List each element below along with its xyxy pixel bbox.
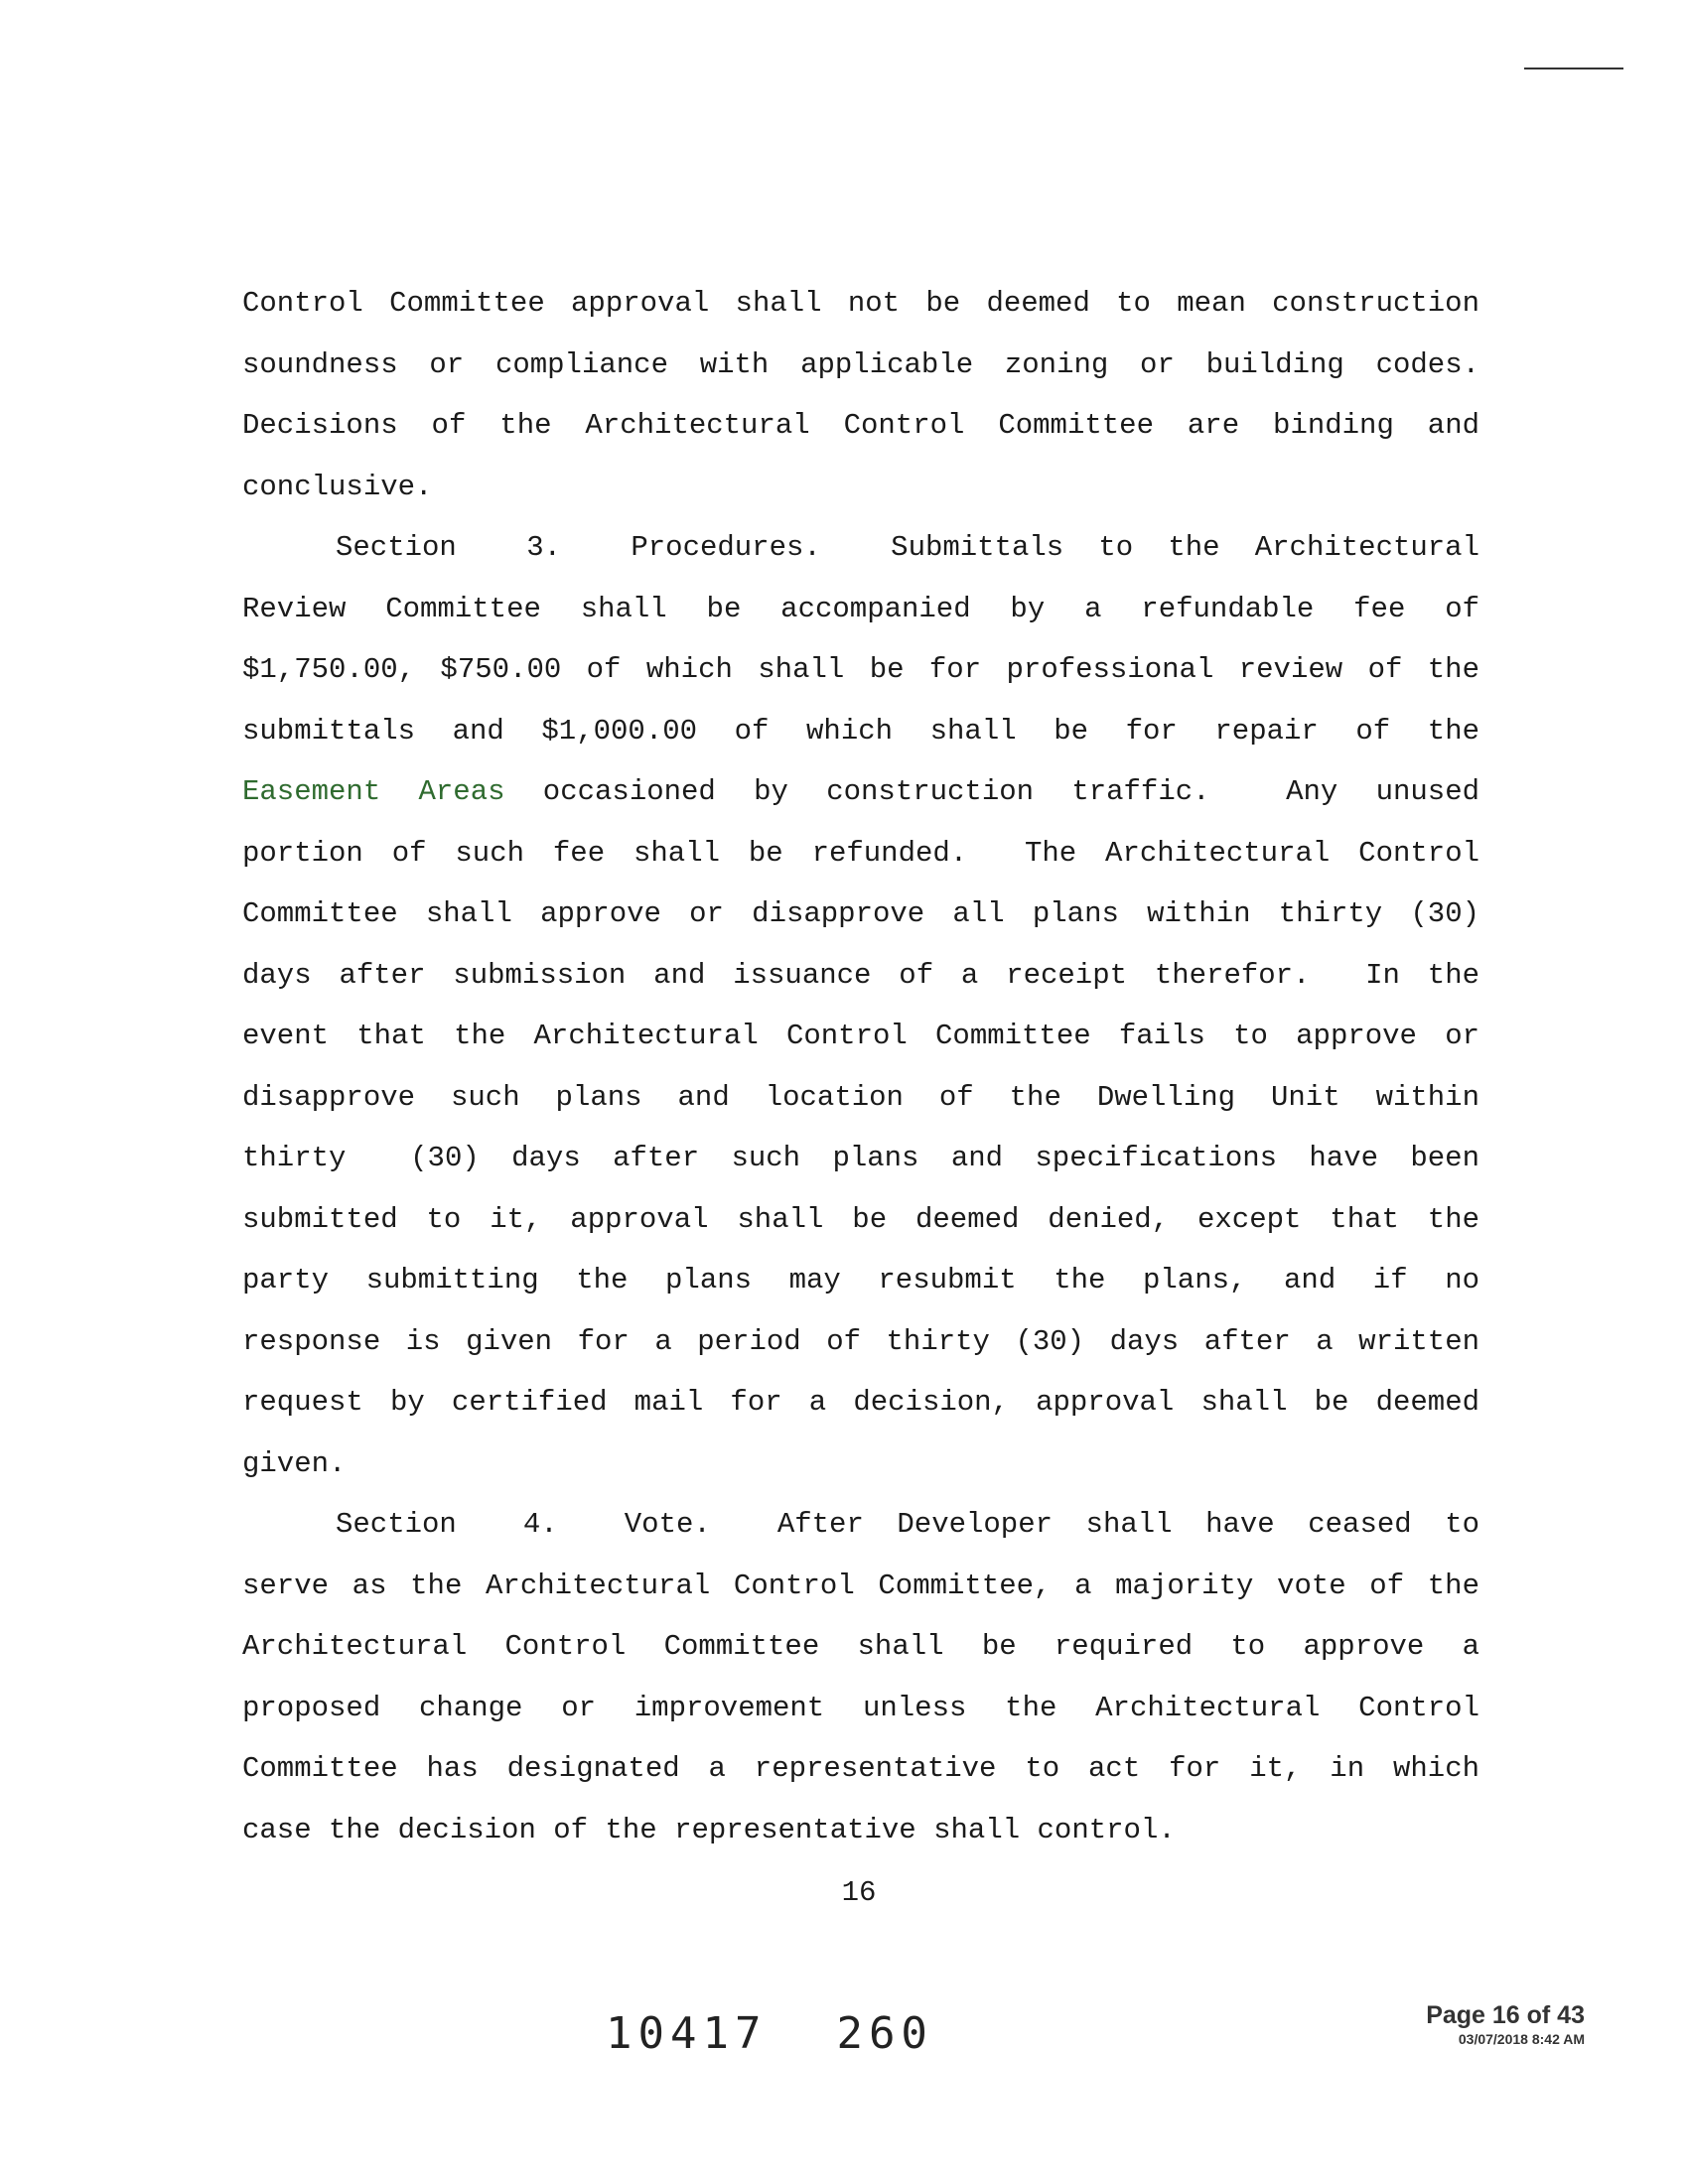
line-text: thirty (30) days after such plans and specifications have been (242, 1142, 1479, 1174)
text-line (242, 761, 1479, 823)
text-line (242, 1006, 1479, 1067)
text-line (242, 579, 1479, 640)
line-text: serve as the Architectural Control Committee, a majority vote of the (242, 1569, 1479, 1602)
text-line (242, 1067, 1479, 1129)
book-number: 10417 (606, 2008, 768, 2059)
text-line (242, 1128, 1479, 1189)
text-line (242, 1189, 1479, 1251)
document-body (242, 273, 1479, 1860)
line-text: soundness or compliance with applicable zoning or building codes. (242, 347, 1479, 381)
text-line (242, 639, 1479, 701)
line-text: case the decision of the representative shall control. (242, 1813, 1176, 1846)
line-text: given. (242, 1446, 347, 1480)
line-text: proposed change or improvement unless the Architectural Control (242, 1691, 1479, 1724)
text-line (242, 1556, 1479, 1617)
highlighted-term: Easement Areas (242, 775, 505, 808)
recording-timestamp: 03/07/2018 8:42 AM (1458, 2031, 1585, 2047)
line-text: Committee has designated a representative to act for it, in which (242, 1752, 1479, 1785)
text-line (242, 1800, 1479, 1861)
text-line (242, 457, 1479, 518)
book-page-reference (606, 2008, 933, 2059)
text-line (242, 1494, 1479, 1556)
line-text: Control Committee approval shall not be deemed to mean construction (242, 287, 1479, 320)
line-text: Committee shall approve or disapprove all plans within thirty (30) (242, 897, 1479, 930)
line-text: event that the Architectural Control Committee fails to approve or (242, 1020, 1479, 1052)
recording-stamp (1291, 2000, 1585, 2048)
line-text: conclusive. (242, 470, 433, 503)
text-line (242, 335, 1479, 396)
text-line (242, 395, 1479, 457)
book-page-number: 260 (836, 2008, 933, 2059)
text-line (242, 884, 1479, 945)
text-line (242, 1678, 1479, 1739)
line-text: Decisions of the Architectural Control Committee are binding and (242, 409, 1479, 442)
line-text: submittals and $1,000.00 of which shall be for repair of the (242, 714, 1479, 748)
line-text: party submitting the plans may resubmit the plans, and if no (242, 1264, 1479, 1297)
line-text: request by certified mail for a decision, approval shall be deemed (242, 1386, 1479, 1419)
text-line (242, 1372, 1479, 1433)
line-text: Architectural Control Committee shall be required to approve a (242, 1630, 1479, 1663)
text-line (242, 823, 1479, 885)
text-line (242, 945, 1479, 1007)
page-count-label: Page 16 of 43 (1426, 2001, 1585, 2029)
line-text: occasioned by construction traffic. Any unused (504, 775, 1480, 808)
text-line (242, 1738, 1479, 1800)
text-line (242, 517, 1479, 579)
line-text: days after submission and issuance of a receipt therefor. In the (242, 958, 1479, 992)
text-line (242, 1250, 1479, 1311)
line-text: Section 4. Vote. After Developer shall have ceased to (336, 1508, 1479, 1541)
corner-rule (1524, 68, 1623, 69)
page-number: 16 (841, 1876, 877, 1909)
line-text: $1,750.00, $750.00 of which shall be for professional review of the (242, 653, 1479, 686)
line-text: Section 3. Procedures. Submittals to the Architectural (336, 531, 1479, 564)
text-line (242, 273, 1479, 335)
text-line (242, 1616, 1479, 1678)
line-text: submitted to it, approval shall be deemed denied, except that the (242, 1202, 1479, 1236)
line-text: disapprove such plans and location of the Dwelling Unit within (242, 1080, 1479, 1114)
text-line (242, 1311, 1479, 1373)
text-line (242, 1433, 1479, 1495)
line-text: portion of such fee shall be refunded. The Architectural Control (242, 836, 1479, 870)
line-text: response is given for a period of thirty (30) days after a written (242, 1324, 1479, 1358)
text-line (242, 701, 1479, 762)
line-text: Review Committee shall be accompanied by a refundable fee of (242, 592, 1479, 625)
